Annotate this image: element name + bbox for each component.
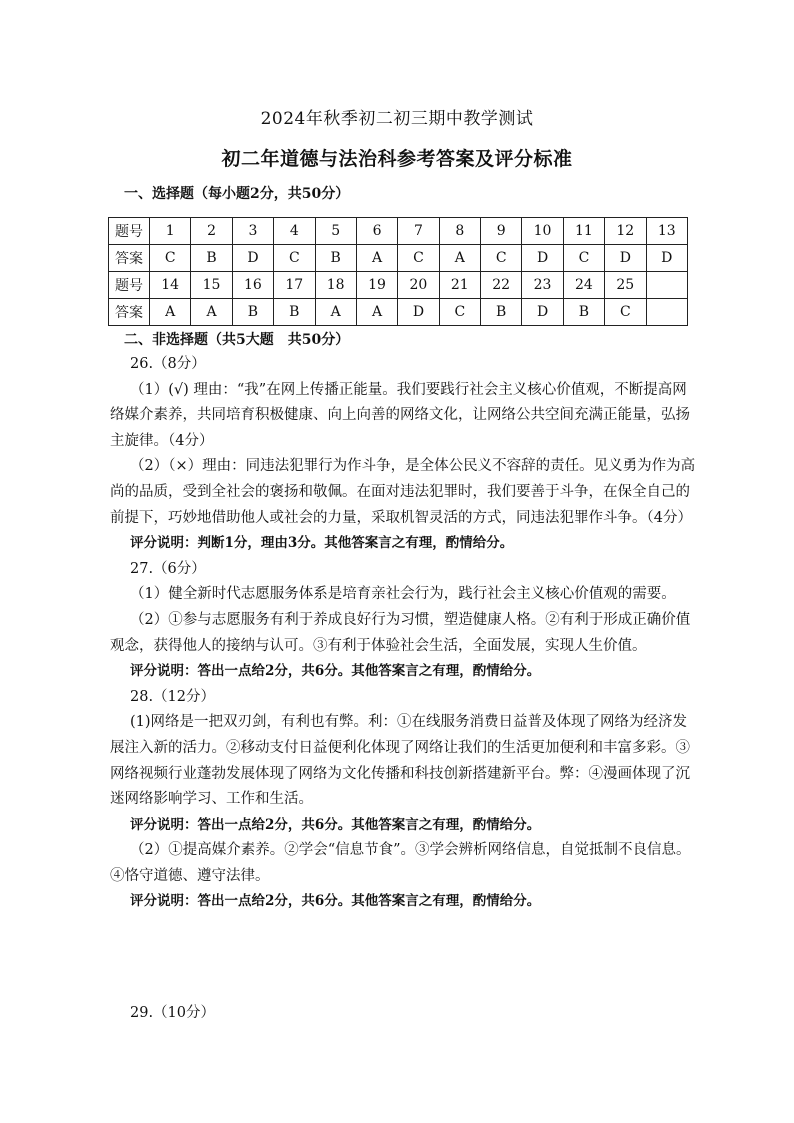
table-cell: A [315, 299, 356, 326]
table-cell: 24 [563, 272, 604, 299]
table-cell: C [481, 245, 522, 272]
table-cell: D [646, 245, 688, 272]
table-cell: 15 [191, 272, 232, 299]
table-cell: 14 [150, 272, 191, 299]
question-26-part2: （2）（×）理由：同违法犯罪行为作斗争，是全体公民义不容辞的责任。见义勇为作为高尚的品质，受到全社会的褒扬和敬佩。在面对违法犯罪时，我们要善于斗争，在保全自己的前提下，巧妙地借助他人或社会的力量，采取机智灵活的方式，同违法犯罪作斗争。（4分） [110, 458, 696, 526]
question-27-number: 27.（6分） [130, 560, 206, 577]
table-row [109, 299, 688, 326]
row-label: 题号 [109, 272, 150, 299]
section-open-questions-heading: 二、非选择题（共5大题 共50分） [124, 332, 350, 348]
table-row [109, 245, 688, 272]
question-28-scoring-note-1: 评分说明：答出一点给2分，共6分。其他答案言之有理，酌情给分。 [130, 816, 541, 833]
question-28-scoring-note-2: 评分说明：答出一点给2分，共6分。其他答案言之有理，酌情给分。 [130, 893, 541, 910]
table-cell: D [232, 245, 273, 272]
table-cell: C [274, 245, 315, 272]
section-multiple-choice-heading: 一、选择题（每小题2分，共50分） [124, 186, 350, 202]
table-cell: A [439, 245, 480, 272]
table-cell: 19 [356, 272, 397, 299]
table-cell: 6 [356, 218, 397, 245]
question-27-part2: （2）①参与志愿服务有利于养成良好行为习惯，塑造健康人格。②有利于形成正确价值观念，获得他人的接纳与认可。③有利于体验社会生活，全面发展，实现人生价值。 [110, 611, 691, 654]
table-cell [646, 272, 688, 299]
table-row [109, 218, 688, 245]
table-cell: B [232, 299, 273, 326]
row-label: 答案 [109, 245, 150, 272]
table-cell: 12 [605, 218, 646, 245]
question-29-number: 29.（10分） [130, 1005, 216, 1021]
table-cell [646, 299, 688, 326]
table-cell: 7 [398, 218, 439, 245]
table-cell: 13 [646, 218, 688, 245]
row-label: 答案 [109, 299, 150, 326]
table-cell: B [191, 245, 232, 272]
question-26-scoring-note: 评分说明：判断1分，理由3分。其他答案言之有理，酌情给分。 [130, 535, 514, 552]
row-label: 题号 [109, 218, 150, 245]
answer-table [108, 217, 688, 326]
table-cell: D [522, 245, 563, 272]
table-cell: 5 [315, 218, 356, 245]
table-cell: 23 [522, 272, 563, 299]
exam-title: 2024年秋季初二初三期中教学测试 [260, 109, 534, 129]
table-cell: C [605, 299, 646, 326]
question-27-scoring-note: 评分说明：答出一点给2分，共6分。其他答案言之有理，酌情给分。 [130, 663, 541, 680]
table-cell: A [356, 299, 397, 326]
answer-key-title: 初二年道德与法治科参考答案及评分标准 [221, 148, 573, 170]
table-cell: B [481, 299, 522, 326]
table-cell: 20 [398, 272, 439, 299]
table-row [109, 272, 688, 299]
table-cell: C [150, 245, 191, 272]
table-cell: B [563, 299, 604, 326]
table-cell: 17 [274, 272, 315, 299]
table-cell: 9 [481, 218, 522, 245]
question-27-part1: （1）健全新时代志愿服务体系是培育亲社会行为，践行社会主义核心价值观的需要。 [130, 586, 676, 603]
table-cell: B [274, 299, 315, 326]
question-26-part1: （1）(√) 理由：“我”在网上传播正能量。我们要践行社会主义核心价值观，不断提高网络媒介素养，共同培育积极健康、向上向善的网络文化，让网络公共空间充满正能量，弘扬主旋律。（4分） [110, 381, 690, 449]
table-cell: A [356, 245, 397, 272]
table-cell: C [398, 245, 439, 272]
table-cell: 11 [563, 218, 604, 245]
table-cell: 4 [274, 218, 315, 245]
table-cell: A [191, 299, 232, 326]
table-cell: A [150, 299, 191, 326]
table-cell: C [563, 245, 604, 272]
table-cell: 2 [191, 218, 232, 245]
question-28-part1: (1)网络是一把双刃剑，有利也有弊。利：①在线服务消费日益普及体现了网络为经济发展注入新的活力。②移动支付日益便利化体现了网络让我们的生活更加便利和丰富多彩。③网络视频行业蓬勃发展体现了网络为文化传播和科技创新搭建新平台。弊：④漫画体现了沉迷网络影响学习、工作和生活。 [110, 714, 690, 808]
table-cell: C [439, 299, 480, 326]
table-cell: 1 [150, 218, 191, 245]
table-cell: D [398, 299, 439, 326]
table-cell: 16 [232, 272, 273, 299]
table-cell: 25 [605, 272, 646, 299]
table-cell: 18 [315, 272, 356, 299]
table-cell: 22 [481, 272, 522, 299]
table-cell: 10 [522, 218, 563, 245]
question-28-part2: （2）①提高媒介素养。②学会“信息节食”。③学会辨析网络信息，自觉抵制不良信息。④恪守道德、遵守法律。 [110, 842, 691, 884]
table-cell: 3 [232, 218, 273, 245]
question-26-number: 26.（8分） [130, 356, 206, 372]
question-28-number: 28.（12分） [130, 688, 216, 705]
table-cell: B [315, 245, 356, 272]
table-cell: 8 [439, 218, 480, 245]
answers-body [110, 352, 698, 915]
table-cell: D [522, 299, 563, 326]
table-cell: 21 [439, 272, 480, 299]
table-cell: D [605, 245, 646, 272]
